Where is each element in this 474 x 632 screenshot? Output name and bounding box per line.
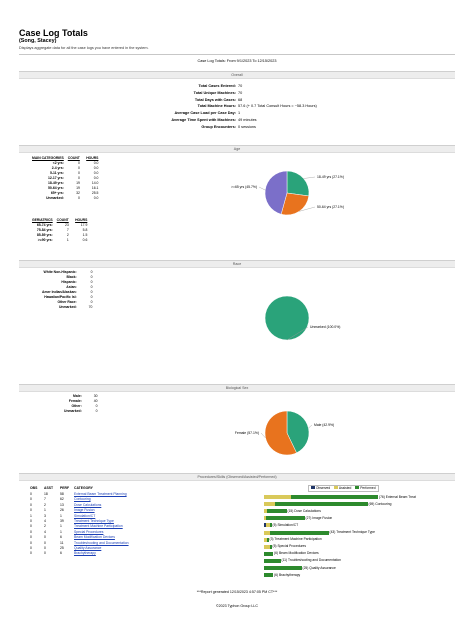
row-label: Amer Indian/Alaskan:: [42, 290, 77, 294]
pie-leader-line: [308, 425, 312, 428]
race-section-header: Race: [19, 260, 455, 268]
overall-label: Average Time Spent with Machines:: [171, 118, 236, 122]
row-value: 25.5: [91, 191, 99, 195]
sex-section-header: Biological Sex: [19, 384, 455, 392]
procedure-row: [30, 514, 95, 519]
row-value: 70: [88, 305, 93, 309]
bar-segment-performed: [267, 538, 269, 542]
row-value: 23: [64, 223, 69, 227]
page-subtitle: (Song, Stacey): [19, 38, 57, 44]
row-label: 65+ yrs:: [50, 191, 64, 195]
asst-count: 2: [44, 524, 46, 529]
row-value: 1.5: [82, 233, 88, 237]
procedure-category-link[interactable]: External Beam Treatment Planning: [74, 492, 127, 496]
row-value: 1: [66, 238, 69, 242]
obs-count: 0: [30, 524, 32, 529]
row-label: White Non-Hispanic:: [43, 270, 77, 274]
row-value: 0.0: [93, 176, 99, 180]
procedure-row: [30, 497, 91, 502]
perf-count: 62: [60, 497, 64, 502]
asst-count: 4: [44, 529, 46, 534]
age-main-table: [30, 156, 100, 201]
bar-segment-performed: [270, 531, 329, 535]
asst-header: ASST: [44, 486, 54, 490]
obs-count: 0: [30, 519, 32, 523]
obs-count: 0: [30, 529, 32, 534]
overall-value: 1: [238, 111, 241, 116]
row-label: Other:: [71, 404, 82, 408]
row-label: Black:: [66, 275, 77, 279]
pie-slice: [287, 171, 309, 196]
overall-label: Total Days with Cases:: [194, 97, 236, 102]
row-label: 50-64 yrs:: [47, 186, 64, 190]
perf-count: 25: [60, 546, 64, 550]
pie-label: 18-49 yrs (27.1%): [317, 175, 344, 179]
row-value: 0.0: [93, 196, 99, 200]
bar-label: (5) Special Procedures: [272, 544, 307, 549]
asst-count: 3: [44, 513, 46, 518]
row-value: 0: [77, 176, 80, 180]
overall-value: 49 minutes: [238, 118, 257, 122]
page-description: Displays aggregate data for all the case logs you have entered in the system.: [19, 46, 149, 50]
pie-leader-line: [259, 187, 265, 190]
procedure-category-link[interactable]: Image Fusion: [74, 508, 95, 513]
row-value: 30: [93, 394, 98, 398]
row-value: 0: [95, 404, 98, 408]
obs-count: 0: [30, 551, 32, 556]
legend-performed-swatch: [355, 486, 359, 489]
procedure-row: [30, 551, 96, 556]
bar-segment-performed: [270, 523, 272, 527]
age-geriatrics-table: [30, 218, 89, 243]
overall-label: Total Cases Entered:: [198, 84, 236, 88]
row-value: 19: [76, 181, 80, 185]
procedures-header-row: [30, 486, 93, 491]
header-divider: [19, 54, 455, 55]
row-value: 0: [77, 171, 80, 175]
procedure-category-link[interactable]: Treatment Machine Participation: [74, 524, 123, 529]
bar-segment-performed: [275, 502, 368, 506]
bar-label: (6) Brachytherapy: [274, 572, 301, 577]
bar-label: (11) Troubleshooting and Documentation: [281, 558, 342, 563]
obs-count: 0: [30, 492, 32, 496]
row-value: 5.8: [82, 228, 88, 232]
column-header: HOURS: [86, 156, 99, 160]
table-row: [62, 409, 100, 414]
obs-header: OBS: [30, 486, 38, 490]
row-label: 18-49 yrs:: [47, 181, 64, 185]
row-label: 75-84 yrs:: [36, 228, 53, 232]
row-label: 85-89 yrs:: [36, 233, 53, 237]
bar-segment-performed: [264, 559, 281, 563]
bar-label: (76) External Beam Treat: [379, 494, 416, 499]
row-value: 0: [90, 290, 93, 294]
column-header: MAIN CATEGORIES: [32, 156, 64, 160]
age-section-header: Age: [19, 145, 455, 153]
legend-observed-label: Observed: [315, 486, 331, 490]
procedure-row: [30, 530, 103, 535]
pie-label: Female (57.1%): [234, 431, 259, 435]
procedure-category-link[interactable]: Treatment Technique Type: [74, 519, 114, 523]
bar-label: (3) Treatment Machine Participation: [269, 537, 322, 542]
procedure-row: [30, 524, 123, 529]
procedures-section-header: Procedures/Skills (Observed/Assisted/Performed): [19, 473, 455, 481]
perf-count: 58: [60, 492, 64, 496]
row-value: 2: [66, 233, 69, 237]
pie-label: 50-64 yrs (27.1%): [317, 205, 344, 209]
bar-segment-performed: [267, 509, 287, 513]
asst-count: 7: [44, 497, 46, 502]
table-row: [40, 305, 94, 310]
bar-segment-performed: [291, 495, 378, 499]
procedure-row: [30, 546, 101, 551]
procedure-category-link[interactable]: Special Procedures: [74, 529, 104, 534]
column-header: GERIATRICS: [32, 218, 53, 222]
row-value: 0.0: [93, 166, 99, 170]
row-label: Female:: [68, 399, 82, 403]
row-label: Unmarked:: [46, 196, 64, 200]
asst-count: 1: [44, 508, 46, 513]
row-label: Other Race:: [57, 300, 77, 304]
procedure-row: [30, 541, 129, 546]
bar-label: (43) Treatment Technique Type: [329, 530, 376, 534]
bar-label: (15) Dose Calculations: [287, 508, 321, 513]
row-label: <2 yrs:: [52, 161, 64, 165]
legend-assisted-label: Assisted: [338, 486, 352, 490]
perf-count: 1: [60, 513, 62, 518]
row-value: 0: [95, 409, 98, 413]
procedure-category-link[interactable]: Brachytherapy: [74, 551, 96, 556]
perf-count: 11: [60, 540, 64, 545]
overall-value: 57.6 (+ 0.7 Total Consult Hours = ~58.3 Hours): [238, 104, 317, 109]
perf-count: 6: [60, 551, 62, 556]
obs-count: 0: [30, 508, 32, 513]
perf-count: 1: [60, 529, 62, 534]
bar-label: (5) Simulation/CT: [272, 522, 299, 527]
row-label: >=90 yrs:: [37, 238, 53, 242]
asst-count: 4: [44, 519, 46, 523]
overall-label: Average Case Load per Case Day:: [174, 111, 236, 116]
procedure-category-link[interactable]: Troubleshooting and Documentation: [74, 540, 129, 545]
table-row: [30, 238, 89, 243]
race-pie-chart: [222, 285, 372, 355]
row-value: 17.9: [80, 223, 88, 227]
row-label: 5-11 yrs:: [50, 171, 64, 175]
asst-count: 18: [44, 492, 48, 496]
perf-count: 1: [60, 524, 62, 529]
perf-count: 6: [60, 535, 62, 540]
legend-observed-swatch: [311, 486, 315, 489]
legend-assisted-swatch: [334, 486, 338, 489]
bar-label: (6) Beam Modification Devices: [274, 551, 319, 556]
bar-segment-performed: [264, 552, 273, 556]
row-value: 0: [77, 196, 80, 200]
overall-value: 70: [238, 90, 243, 95]
bar-label: (25) Quality Assurance: [302, 565, 336, 570]
overall-value: 0 sessions: [238, 124, 256, 129]
table-row: [30, 196, 100, 201]
overall-label: Total Unique Machines:: [193, 90, 236, 95]
asst-count: 0: [44, 551, 46, 556]
race-table: [40, 270, 94, 310]
procedure-category-link[interactable]: Simulation/CT: [74, 513, 96, 518]
pie-leader-line: [304, 177, 315, 179]
column-header: COUNT: [56, 218, 69, 222]
pie-label: Male (42.9%): [314, 423, 335, 427]
overall-label: Total Machine Hours:: [197, 104, 236, 109]
row-value: 0: [77, 161, 80, 165]
asst-count: 0: [44, 540, 46, 545]
obs-count: 0: [30, 535, 32, 540]
row-value: 0: [90, 295, 93, 299]
procedure-category-link[interactable]: Contouring: [74, 497, 91, 502]
bar-label: (69) Contouring: [368, 501, 392, 506]
bar-segment-assisted: [264, 502, 275, 506]
perf-count: 39: [60, 519, 64, 523]
row-label: Hawaiian/Pacific Isl:: [44, 295, 77, 299]
asst-count: 2: [44, 502, 46, 507]
procedure-row: [30, 535, 115, 540]
obs-count: 1: [30, 513, 32, 518]
perf-count: 26: [60, 508, 64, 513]
copyright: ©2023 Typhon Group LLC: [216, 604, 258, 608]
row-label: 2-4 yrs:: [51, 166, 64, 170]
row-value: 32: [76, 191, 80, 195]
procedure-row: [30, 492, 127, 497]
row-value: 0.0: [93, 161, 99, 165]
overall-value: 70: [238, 84, 243, 88]
row-label: 65-74 yrs:: [36, 223, 53, 227]
overall-label: Group Encounters:: [201, 124, 236, 129]
report-generated: ***Report generated 12/15/2023 4:57:05 PM CT***: [196, 590, 278, 594]
row-value: 19: [76, 186, 80, 190]
procedure-row: [30, 503, 101, 508]
row-value: 14.0: [91, 181, 99, 185]
row-value: 16.1: [91, 186, 99, 190]
row-value: 7: [66, 228, 69, 232]
row-value: 0: [90, 285, 93, 289]
bar-segment-performed: [264, 566, 302, 570]
row-label: 12-17 yrs:: [47, 176, 64, 180]
row-label: Asian:: [66, 285, 77, 289]
row-value: 0.6: [82, 238, 88, 242]
bar-segment-performed: [270, 545, 272, 549]
asst-count: 0: [44, 535, 46, 540]
row-value: 0: [90, 280, 93, 284]
column-header: HOURS: [75, 218, 88, 222]
age-pie-chart: [222, 160, 372, 230]
page-title: Case Log Totals: [19, 28, 88, 38]
sex-table: [62, 394, 100, 414]
obs-count: 0: [30, 546, 32, 550]
row-value: 0: [90, 270, 93, 274]
category-header: CATEGORY: [74, 486, 93, 490]
obs-count: 0: [30, 540, 32, 545]
procedure-category-link[interactable]: Quality Assurance: [74, 546, 102, 550]
row-value: 0.0: [93, 171, 99, 175]
perf-count: 13: [60, 502, 64, 507]
procedure-category-link[interactable]: Dose Calculations: [74, 502, 102, 507]
bar-segment-performed: [264, 573, 273, 577]
overall-section-header: Overall: [19, 71, 455, 79]
row-value: 0: [77, 166, 80, 170]
legend-performed-label: Performed: [360, 486, 376, 490]
pie-label: Unmarked (100.0%): [310, 325, 341, 329]
column-header: COUNT: [67, 156, 80, 160]
row-label: Male:: [73, 394, 82, 398]
row-value: 40: [93, 399, 98, 403]
row-label: Hispanic:: [61, 280, 77, 284]
bar-segment-performed: [266, 516, 305, 520]
procedure-row: [30, 519, 114, 524]
row-label: Unmarked:: [64, 409, 82, 413]
pie-slice: [265, 296, 309, 340]
row-label: Unmarked:: [58, 305, 77, 309]
obs-count: 0: [30, 497, 32, 502]
period-line: Case Log Totals: From 9/1/2023 To 12/15/2023: [197, 59, 277, 63]
overall-value: 68: [238, 97, 243, 102]
row-value: 0: [90, 300, 93, 304]
asst-count: 0: [44, 546, 46, 550]
row-value: 0: [90, 275, 93, 279]
procedures-legend: [308, 485, 379, 492]
perf-header: PERF: [60, 486, 70, 490]
obs-count: 0: [30, 502, 32, 507]
pie-label: >=65 yrs (45.7%): [230, 185, 257, 189]
bar-segment-assisted: [264, 495, 291, 499]
procedure-row: [30, 508, 95, 513]
procedure-category-link[interactable]: Beam Modification Devices: [74, 535, 115, 540]
bar-label: (27) Image Fusion: [305, 515, 333, 520]
sex-pie-chart: [222, 400, 372, 470]
